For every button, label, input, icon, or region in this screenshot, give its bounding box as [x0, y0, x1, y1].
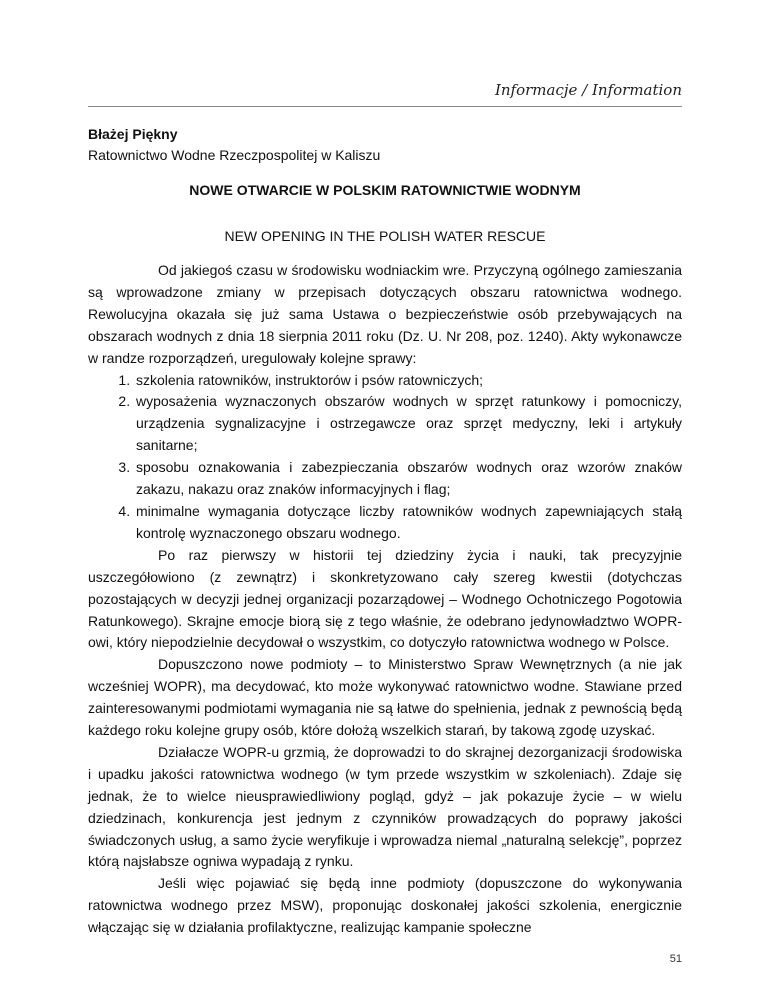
paragraph: Od jakiegoś czasu w środowisku wodniackim wre. Przyczyną ogólnego zamieszania są wprowadzone zmiany w przepisach dotyczących obszaru ratownictwa wodnego. Rewolucyjna okazała się już sama Ustawa o bezpieczeństwie osób przebywających na obszarach wodnych z dnia 18 sierpnia 2011 roku (Dz. U. Nr 208, poz. 1240). Akty wykonawcze w randze rozporządzeń, uregulowały kolejne sprawy: [88, 262, 682, 366]
regulation-list [88, 370, 682, 545]
header-divider [88, 106, 682, 107]
page-number: 51 [669, 953, 682, 965]
author-affiliation: Ratownictwo Wodne Rzeczpospolitej w Kaliszu [88, 147, 381, 163]
article-title-english: NEW OPENING IN THE POLISH WATER RESCUE [224, 228, 546, 244]
list-item: 4. minimalne wymagania dotyczące liczby ratowników wodnych zapewniających stałą kontrolę wyznaczonego obszaru wodnego. [134, 501, 682, 545]
paragraph: Jeśli więc pojawiać się będą inne podmioty (dopuszczone do wykonywania ratownictwa wodnego przez MSW), proponując doskonałej jakości szkolenia, energicznie włączając się w działania profilaktyczne, realizując kampanie społeczne [88, 875, 682, 936]
paragraph: Po raz pierwszy w historii tej dziedziny życia i nauki, tak precyzyjnie uszczegółowiono (z zewnątrz) i skonkretyzowano cały szereg kwestii (dotychczas pozostających w decyzji jednej organizacji pozarządowej – Wodnego Ochotniczego Pogotowia Ratunkowego). Skrajne emocje biorą się z tego właśnie, że odebrano jedynowładztwo WOPR-owi, który niepodzielnie decydował o wszystkim, co dotyczyło ratownictwa wodnego w Polsce. [88, 546, 682, 651]
list-item: 1. szkolenia ratowników, instruktorów i psów ratowniczych; [134, 370, 682, 392]
article-body [88, 260, 682, 939]
list-item: 2. wyposażenia wyznaczonych obszarów wodnych w sprzęt ratunkowy i pomocniczy, urządzenia sygnalizacyjne i ostrzegawcze oraz sprzęt medyczny, leki i artykuły sanitarne; [134, 391, 682, 457]
running-header-title: Informacje / Information [494, 81, 682, 99]
list-item: 3. sposobu oznakowania i zabezpieczania obszarów wodnych oraz wzorów znaków zakazu, nakazu oraz znaków informacyjnych i flag; [134, 457, 682, 501]
author-name: Błażej Piękny [88, 126, 178, 142]
paragraph: Działacze WOPR-u grzmią, że doprowadzi to do skrajnej dezorganizacji środowiska i upadku jakości ratownictwa wodnego (w tym przede wszystkim w szkoleniach). Zdaje się jednak, że to wielce nieusprawiedliwiony pogląd, gdyż – jak pokazuje życie – w wielu dziedzinach, konkurencja jest jednym z czynników prowadzących do poprawy jakości świadczonych usług, a samo życie weryfikuje i wprowadza niemal „naturalną selekcję”, poprzez którą najsłabsze ogniwa wypadają z rynku. [88, 743, 682, 870]
paragraph: Dopuszczono nowe podmioty – to Ministerstwo Spraw Wewnętrznych (a nie jak wcześniej WOPR), ma decydować, kto może wykonywać ratownictwo wodne. Stawiane przed zainteresowanymi podmiotami wymagania nie są łatwe do spełnienia, jednak z pewnością będą każdego roku kolejne grupy osób, które dołożą wszelkich starań, by takową zgodę uzyskać. [88, 656, 682, 739]
author-block [88, 124, 682, 166]
article-title-polish: NOWE OTWARCIE W POLSKIM RATOWNICTWIE WODNYM [189, 182, 581, 198]
